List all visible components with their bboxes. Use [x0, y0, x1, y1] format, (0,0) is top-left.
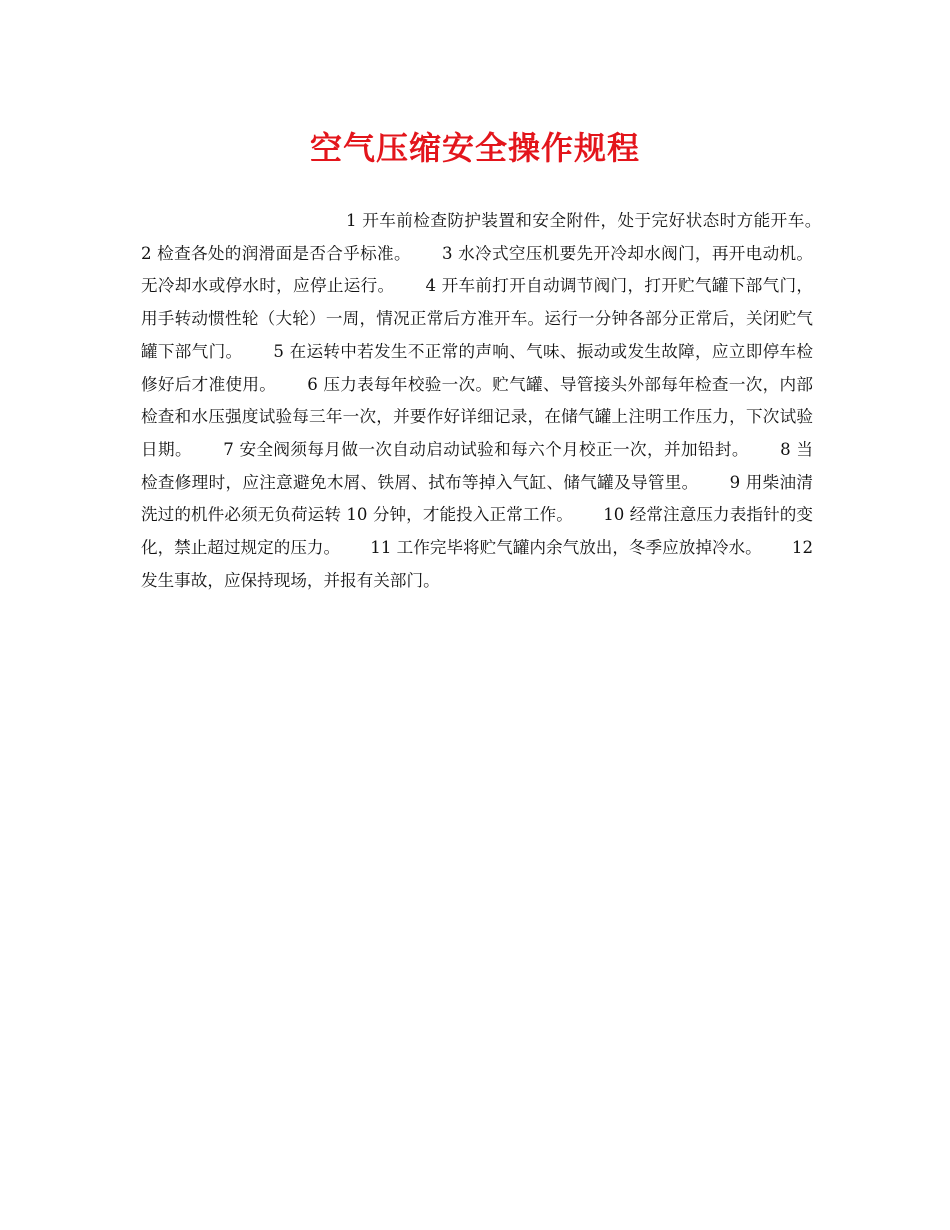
document-title: 空气压缩安全操作规程 [309, 129, 640, 167]
document-body: 1 开车前检查防护装置和安全附件，处于完好状态时方能开车。 2 检查各处的润滑面是否合乎标准。 3 水冷式空压机要先开冷却水阀门，再开电动机。无冷却水或停水时，应停止运行。 4 开车前打开自动调节阀门，打开贮气罐下部气门，用手转动惯性轮（大轮）一周，情况正常后方准开车。运行一分钟各部分正常后，关闭贮气罐下部气门。 5 在运转中若发生不正常的声响、气味、振动或发生故障，应立即停车检修好后才准使用。 6 压力表每年校验一次。贮气罐、导管接头外部每年检查一次，内部检查和水压强度试验每三年一次，并要作好详细记录，在储气罐上注明工作压力，下次试验日期。 7 安全阀须每月做一次自动启动试验和每六个月校正一次，并加铅封。 8 当检查修理时，应注意避免木屑、铁屑、拭布等掉入气缸、储气罐及导管里。 9 用柴油清洗过的机件必须无负荷运转 10 分钟，才能投入正常工作。 10 经常注意压力表指针的变化，禁止超过规定的压力。 11 工作完毕将贮气罐内余气放出，冬季应放掉冷水。 12 发生事故，应保持现场，并报有关部门。 [141, 211, 852, 590]
